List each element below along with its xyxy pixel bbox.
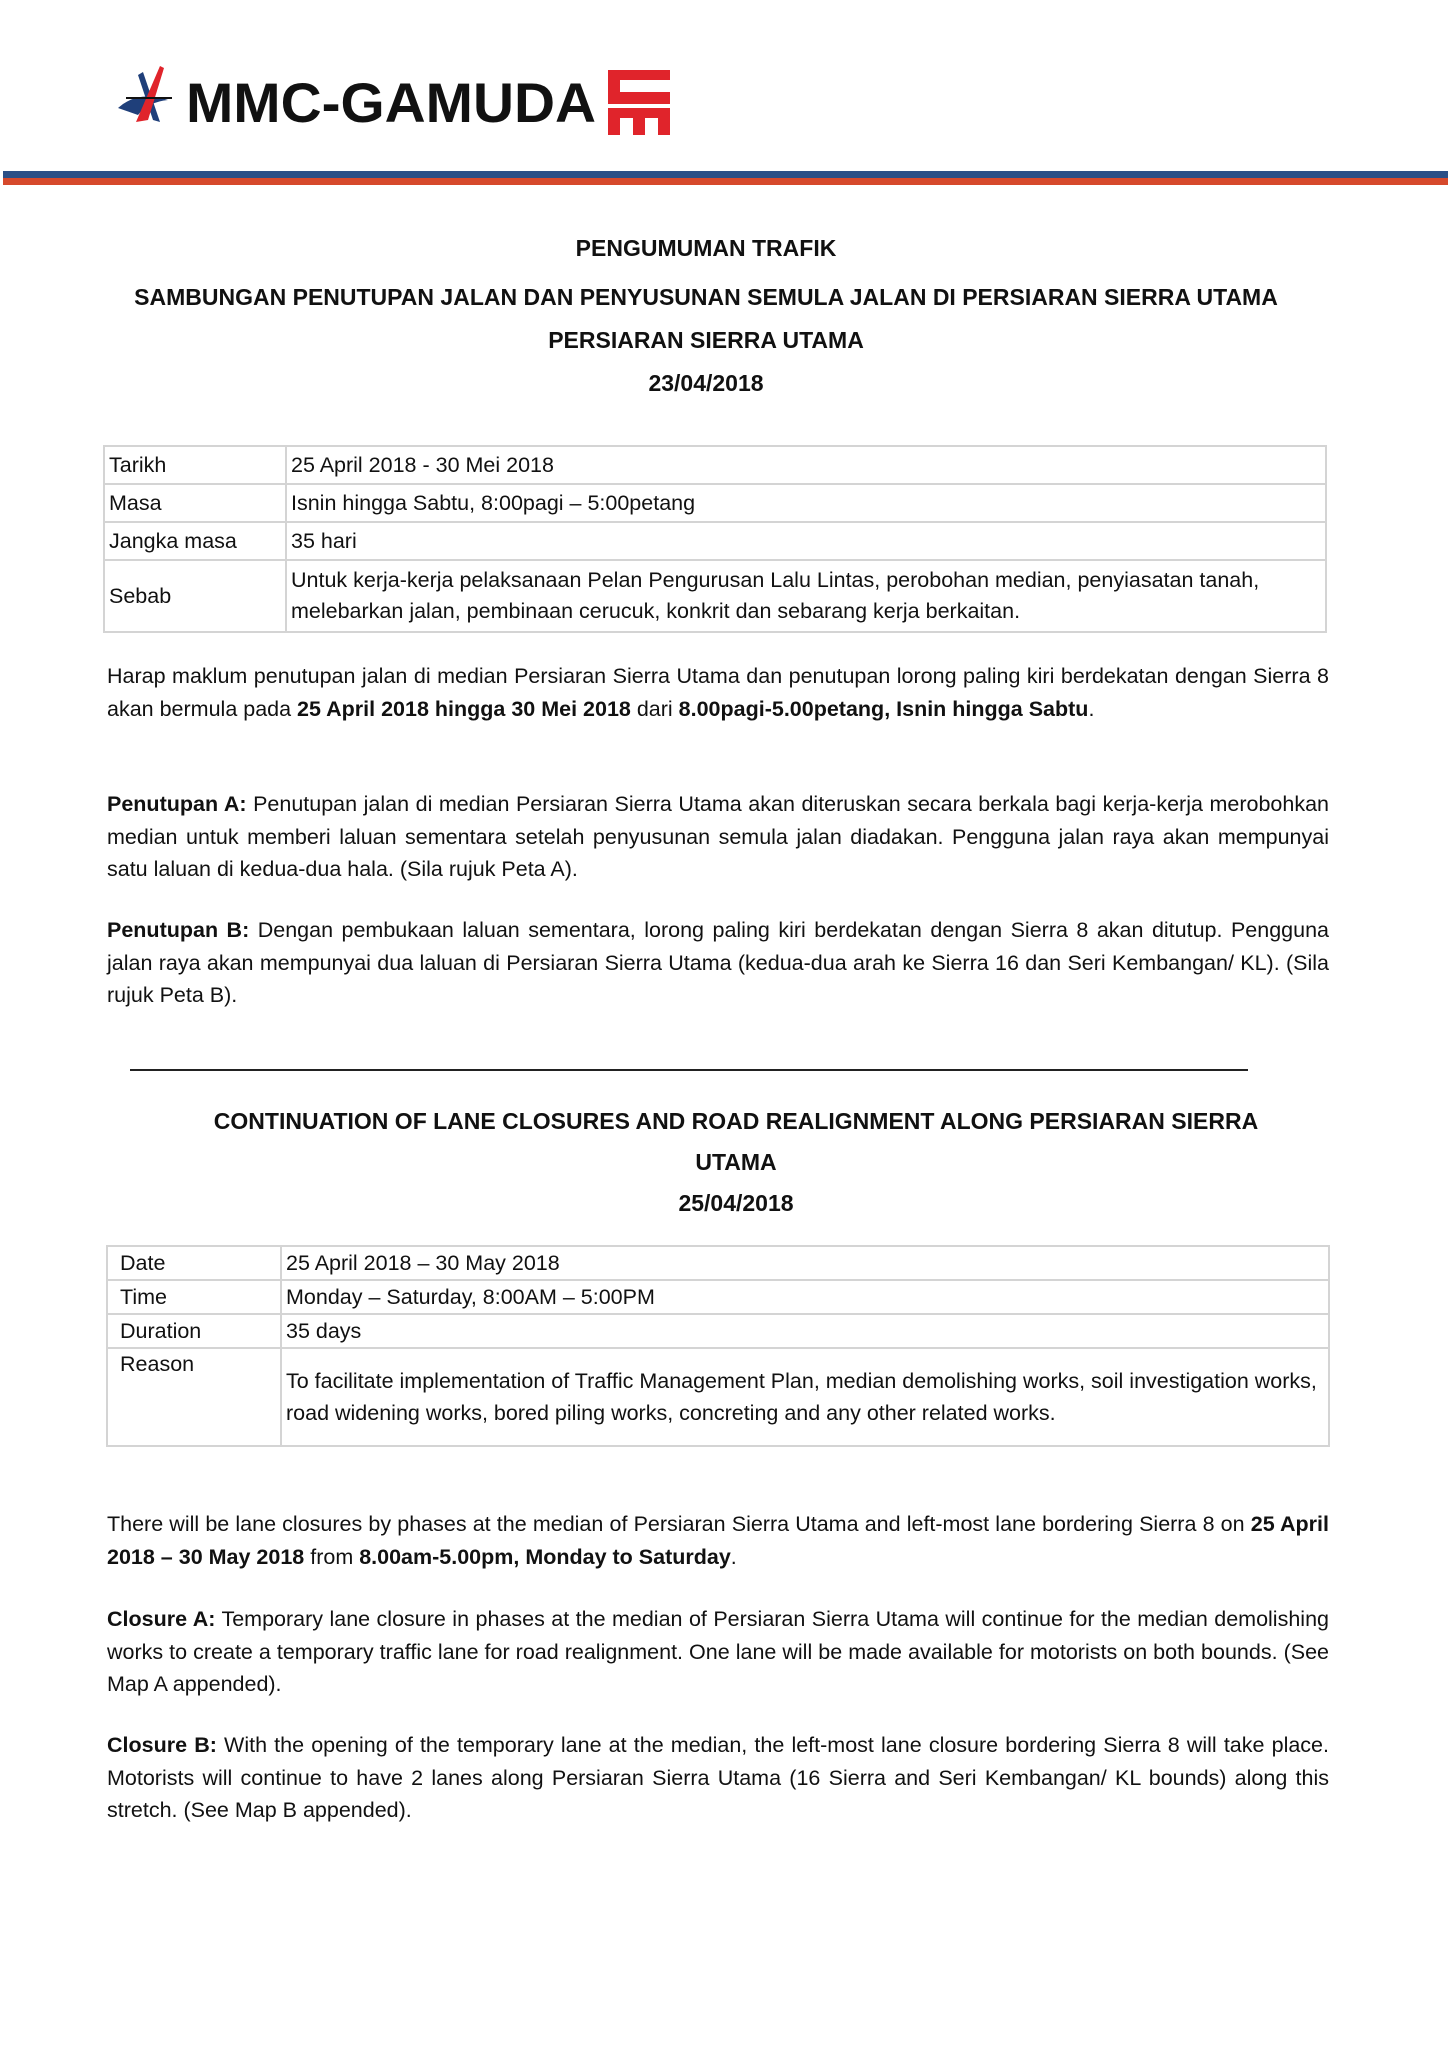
section-divider xyxy=(130,1069,1248,1071)
bm-paragraph-closure-b xyxy=(107,914,1329,1012)
en-paragraph-closure-a xyxy=(107,1603,1329,1701)
bm-paragraph-intro xyxy=(107,660,1329,725)
row-value: Untuk kerja-kerja pelaksanaan Pelan Pengurusan Lalu Lintas, perobohan median, penyiasatan tanah, melebarkan jalan, pembinaan cerucuk, konkrit dan sebarang kerja berkaitan. xyxy=(286,560,1326,632)
text: Penutupan jalan di median Persiaran Sierra Utama akan diteruskan secara berkala bagi kerja-kerja merobohkan median untuk memberi laluan sementara setelah penyusunan semula jalan diadakan. Pengguna jalan raya akan mempunyai satu laluan di kedua-dua hala. (Sila rujuk Peta A). xyxy=(107,792,1329,882)
en-paragraph-intro xyxy=(107,1508,1329,1573)
en-title-2: UTAMA xyxy=(695,1149,777,1175)
time-range: 8.00am-5.00pm, Monday to Saturday xyxy=(359,1544,731,1569)
header-stripe-blue xyxy=(3,171,1448,178)
text: dari xyxy=(630,696,679,721)
row-label: Time xyxy=(107,1280,281,1314)
bm-date: 23/04/2018 xyxy=(648,370,764,396)
row-label: Jangka masa xyxy=(104,522,286,560)
row-label: Reason xyxy=(107,1348,281,1446)
header-stripe-red xyxy=(3,178,1448,185)
text: . xyxy=(730,1544,737,1569)
text: . xyxy=(1088,696,1095,721)
mmc-gamuda-logo xyxy=(108,60,678,135)
table-row xyxy=(104,446,1326,484)
row-value: 35 hari xyxy=(286,522,1326,560)
time-range: 8.00pagi-5.00petang, Isnin hingga Sabtu xyxy=(678,696,1089,721)
en-date: 25/04/2018 xyxy=(678,1190,794,1216)
row-value: 25 April 2018 – 30 May 2018 xyxy=(281,1246,1329,1280)
table-row xyxy=(107,1246,1329,1280)
text: Temporary lane closure in phases at the median of Persiaran Sierra Utama will continue for the median demolishing works to create a temporary traffic lane for road realignment. One lane will be made available for motorists on both bounds. (See Map A appended). xyxy=(107,1607,1329,1697)
table-row xyxy=(107,1280,1329,1314)
text: Harap maklum penutupan jalan di median Persiaran Sierra Utama dan penutupan lorong paling kiri berdekatan dengan Sierra 8 akan bermula pada xyxy=(107,664,1329,721)
table-row xyxy=(104,522,1326,560)
row-value: 25 April 2018 - 30 Mei 2018 xyxy=(286,446,1326,484)
gamuda-gm-icon xyxy=(608,70,670,135)
row-value: Isnin hingga Sabtu, 8:00pagi – 5:00petang xyxy=(286,484,1326,522)
row-label: Masa xyxy=(104,484,286,522)
row-label: Tarikh xyxy=(104,446,286,484)
table-row xyxy=(104,560,1326,632)
text: from xyxy=(304,1544,360,1569)
en-title: CONTINUATION OF LANE CLOSURES AND ROAD REALIGNMENT ALONG PERSIARAN SIERRA xyxy=(213,1108,1259,1134)
row-label: Sebab xyxy=(104,560,286,632)
row-label: Date xyxy=(107,1246,281,1280)
row-label: Duration xyxy=(107,1314,281,1348)
bm-paragraph-closure-a xyxy=(107,788,1329,886)
text: Dengan pembukaan laluan sementara, lorong paling kiri berdekatan dengan Sierra 8 akan ditutup. Pengguna jalan raya akan mempunyai dua laluan di Persiaran Sierra Utama (kedua-dua arah ke Sierra 16 dan Seri Kembangan/ KL). (Sila rujuk Peta B). xyxy=(107,918,1329,1008)
closure-label: Closure B: xyxy=(107,1733,217,1757)
table-row xyxy=(107,1314,1329,1348)
bm-subtitle-2: PERSIARAN SIERRA UTAMA xyxy=(548,327,864,353)
en-paragraph-closure-b xyxy=(107,1729,1329,1827)
closure-label: Penutupan B: xyxy=(107,918,250,942)
text: With the opening of the temporary lane at the median, the left-most lane closure bordering Sierra 8 will take place. Motorists will continue to have 2 lanes along Persiaran Sierra Utama (16 Sierra and Seri Kembangan/ KL bounds) along this stretch. (See Map B appended). xyxy=(107,1733,1329,1823)
row-value: Monday – Saturday, 8:00AM – 5:00PM xyxy=(281,1280,1329,1314)
svg-text:MMC-GAMUDA: MMC-GAMUDA xyxy=(186,71,596,134)
bm-subtitle: SAMBUNGAN PENUTUPAN JALAN DAN PENYUSUNAN SEMULA JALAN DI PERSIARAN SIERRA UTAMA xyxy=(134,284,1278,310)
mmc-star-icon xyxy=(118,66,172,122)
date-range: 25 April 2018 hingga 30 Mei 2018 xyxy=(297,696,631,721)
table-row xyxy=(107,1348,1329,1446)
text: There will be lane closures by phases at the median of Persiaran Sierra Utama and left-most lane bordering Sierra 8 on xyxy=(107,1512,1251,1536)
en-info-table xyxy=(106,1245,1330,1447)
bm-info-table xyxy=(103,445,1327,633)
closure-label: Closure A: xyxy=(107,1607,216,1631)
date-range: 25 April 2018 – 30 May 2018 xyxy=(107,1512,1329,1569)
closure-label: Penutupan A: xyxy=(107,792,247,816)
row-value: To facilitate implementation of Traffic Management Plan, median demolishing works, soil investigation works, road widening works, bored piling works, concreting and any other related works. xyxy=(281,1348,1329,1446)
table-row xyxy=(104,484,1326,522)
row-value: 35 days xyxy=(281,1314,1329,1348)
bm-heading: PENGUMUMAN TRAFIK xyxy=(575,235,837,261)
